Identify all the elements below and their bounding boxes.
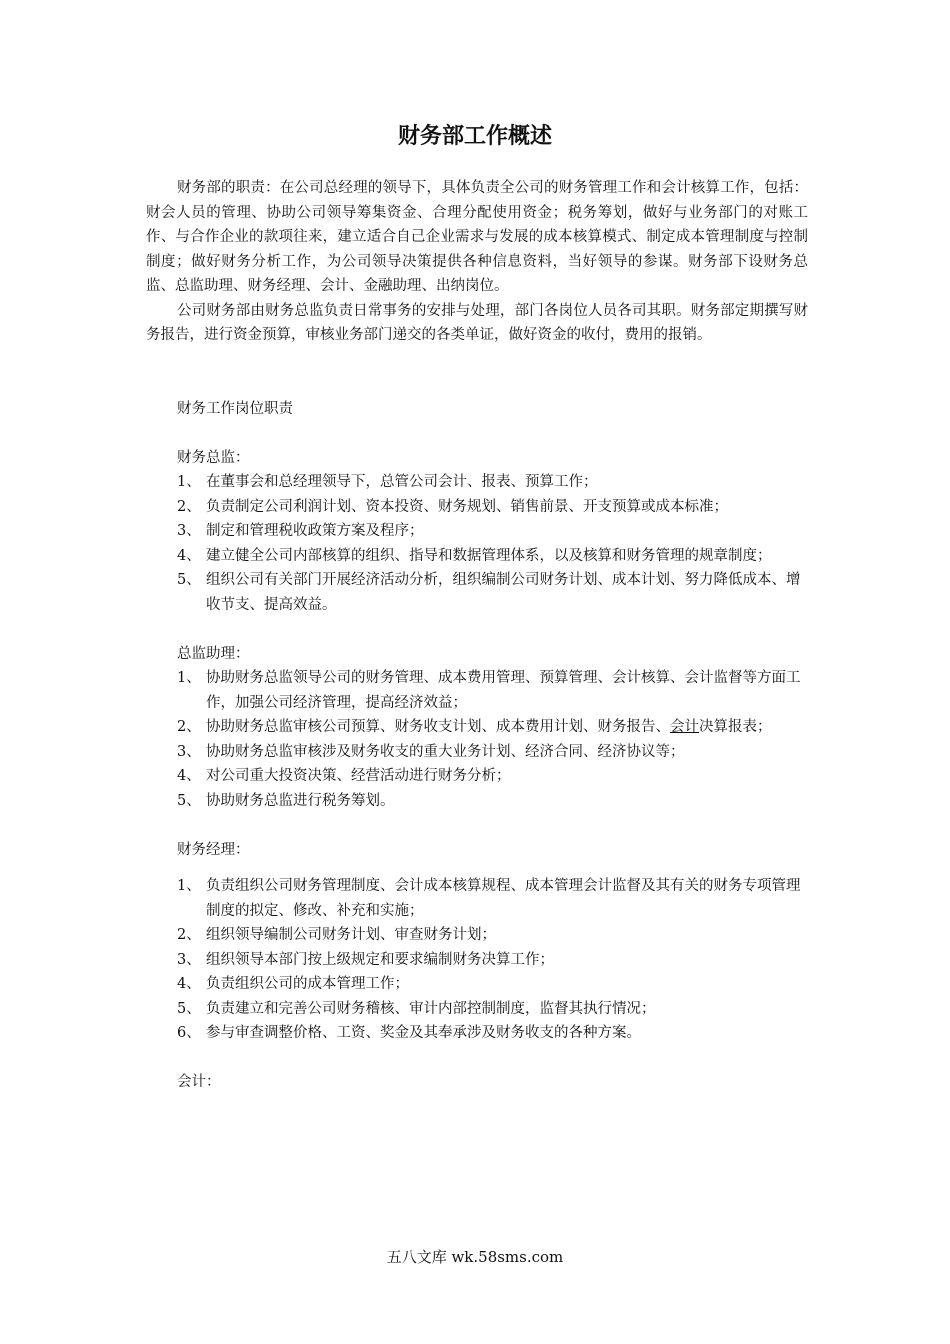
list-item-number: 2、 [177,719,201,735]
list-item-text: 协助财务总监审核涉及财务收支的重大业务计划、经济合同、经济协议等； [206,743,685,760]
list-item [146,715,808,740]
intro-paragraph-management: 公司财务部由财务总监负责日常事务的安排与处理，部门各岗位人员各司其职。财务部定期撰写财务报告，进行资金预算，审核业务部门递交的各类单证，做好资金的收付，费用的报销。 [146,302,808,343]
list-item [146,923,808,948]
list-item-number: 5、 [177,1000,201,1017]
assistant-duty-list [146,666,808,813]
list-item [146,666,808,715]
list-item [146,1021,808,1046]
list-item-number: 2、 [177,927,201,943]
list-item-text: 组织领导本部门按上级规定和要求编制财务决算工作； [206,951,554,968]
document-body [146,176,808,1095]
manager-duty-list [146,874,808,1046]
list-item-text: 制定和管理税收政策方案及程序； [206,523,424,539]
footer-watermark: 五八文库 wk.58sms.com [386,1248,564,1266]
list-item-text: 协助财务总监进行税务筹划。 [206,792,395,809]
list-item [146,789,808,814]
role-heading-accountant: 会计： [177,1074,221,1090]
list-item-number: 4、 [177,976,201,992]
list-item [146,740,808,765]
list-item [146,874,808,923]
intro-paragraph-duties: 财务部的职责：在公司总经理的领导下，具体负责全公司的财务管理工作和会计核算工作，包括：财会人员的管理、协助公司领导筹集资金、合理分配使用资金；税务筹划，做好与业务部门的对账工作、与合作企业的款项往来，建立适合自己企业需求与发展的成本核算模式、制定成本管理制度与控制制度；做好财务分析工作，为公司领导决策提供各种信息资料，当好领导的参谋。财务部下设财务总监、总监助理、财务经理、会计、金融助理、出纳岗位。 [146,180,808,294]
list-item-text: 建立健全公司内部核算的组织、指导和数据管理体系，以及核算和财务管理的规章制度； [206,547,772,564]
list-item-number: 3、 [177,523,201,539]
list-item-text: 决算报表； [699,719,772,735]
list-item [146,470,808,495]
list-item [146,764,808,789]
list-item [146,972,808,997]
list-item-number: 2、 [177,498,201,515]
list-item [146,568,808,617]
list-item [146,948,808,973]
list-item-text: 参与审查调整价格、工资、奖金及其奉承涉及财务收支的各种方案。 [206,1025,641,1041]
list-item-number: 1、 [177,878,201,894]
section-heading: 财务工作岗位职责 [177,400,293,417]
list-item [146,519,808,544]
list-item-number: 4、 [177,547,201,564]
list-item-text: 负责组织公司的成本管理工作； [206,976,409,992]
list-item-number: 1、 [177,670,201,686]
accounting-link[interactable]: 会计 [670,719,699,735]
list-item [146,997,808,1022]
list-item-number: 4、 [177,768,201,784]
role-heading-cfo: 财务总监： [177,449,250,466]
list-item [146,544,808,569]
list-item-number: 6、 [177,1025,201,1041]
list-item-text: 协助财务总监领导公司的财务管理、成本费用管理、预算管理、会计核算、会计监督等方面工作，加强公司经济管理，提高经济效益； [206,670,801,711]
role-heading-assistant: 总监助理： [177,645,250,662]
list-item-number: 1、 [177,474,201,490]
list-item-text: 协助财务总监审核公司预算、财务收支计划、成本费用计划、财务报告、 [206,719,670,735]
list-item-text: 组织公司有关部门开展经济活动分析，组织编制公司财务计划、成本计划、努力降低成本、增收节支、提高效益。 [206,572,801,613]
list-item-text: 组织领导编制公司财务计划、审查财务计划； [206,927,496,943]
list-item-number: 3、 [177,743,201,760]
list-item-number: 5、 [177,792,201,809]
list-item-text: 负责制定公司利润计划、资本投资、财务规划、销售前景、开支预算或成本标准； [206,498,728,515]
cfo-duty-list [146,470,808,617]
list-item-text: 负责组织公司财务管理制度、会计成本核算规程、成本管理会计监督及其有关的财务专项管理制度的拟定、修改、补充和实施； [206,878,801,919]
list-item-number: 3、 [177,951,201,968]
role-heading-finance-manager: 财务经理： [177,841,250,858]
page-title: 财务部工作概述 [397,124,552,149]
list-item-text: 负责建立和完善公司财务稽核、审计内部控制制度，监督其执行情况； [206,1000,656,1017]
list-item [146,495,808,520]
list-item-text: 在董事会和总经理领导下，总管公司会计、报表、预算工作； [206,474,598,490]
list-item-text: 对公司重大投资决策、经营活动进行财务分析； [206,768,511,784]
list-item-number: 5、 [177,572,201,588]
